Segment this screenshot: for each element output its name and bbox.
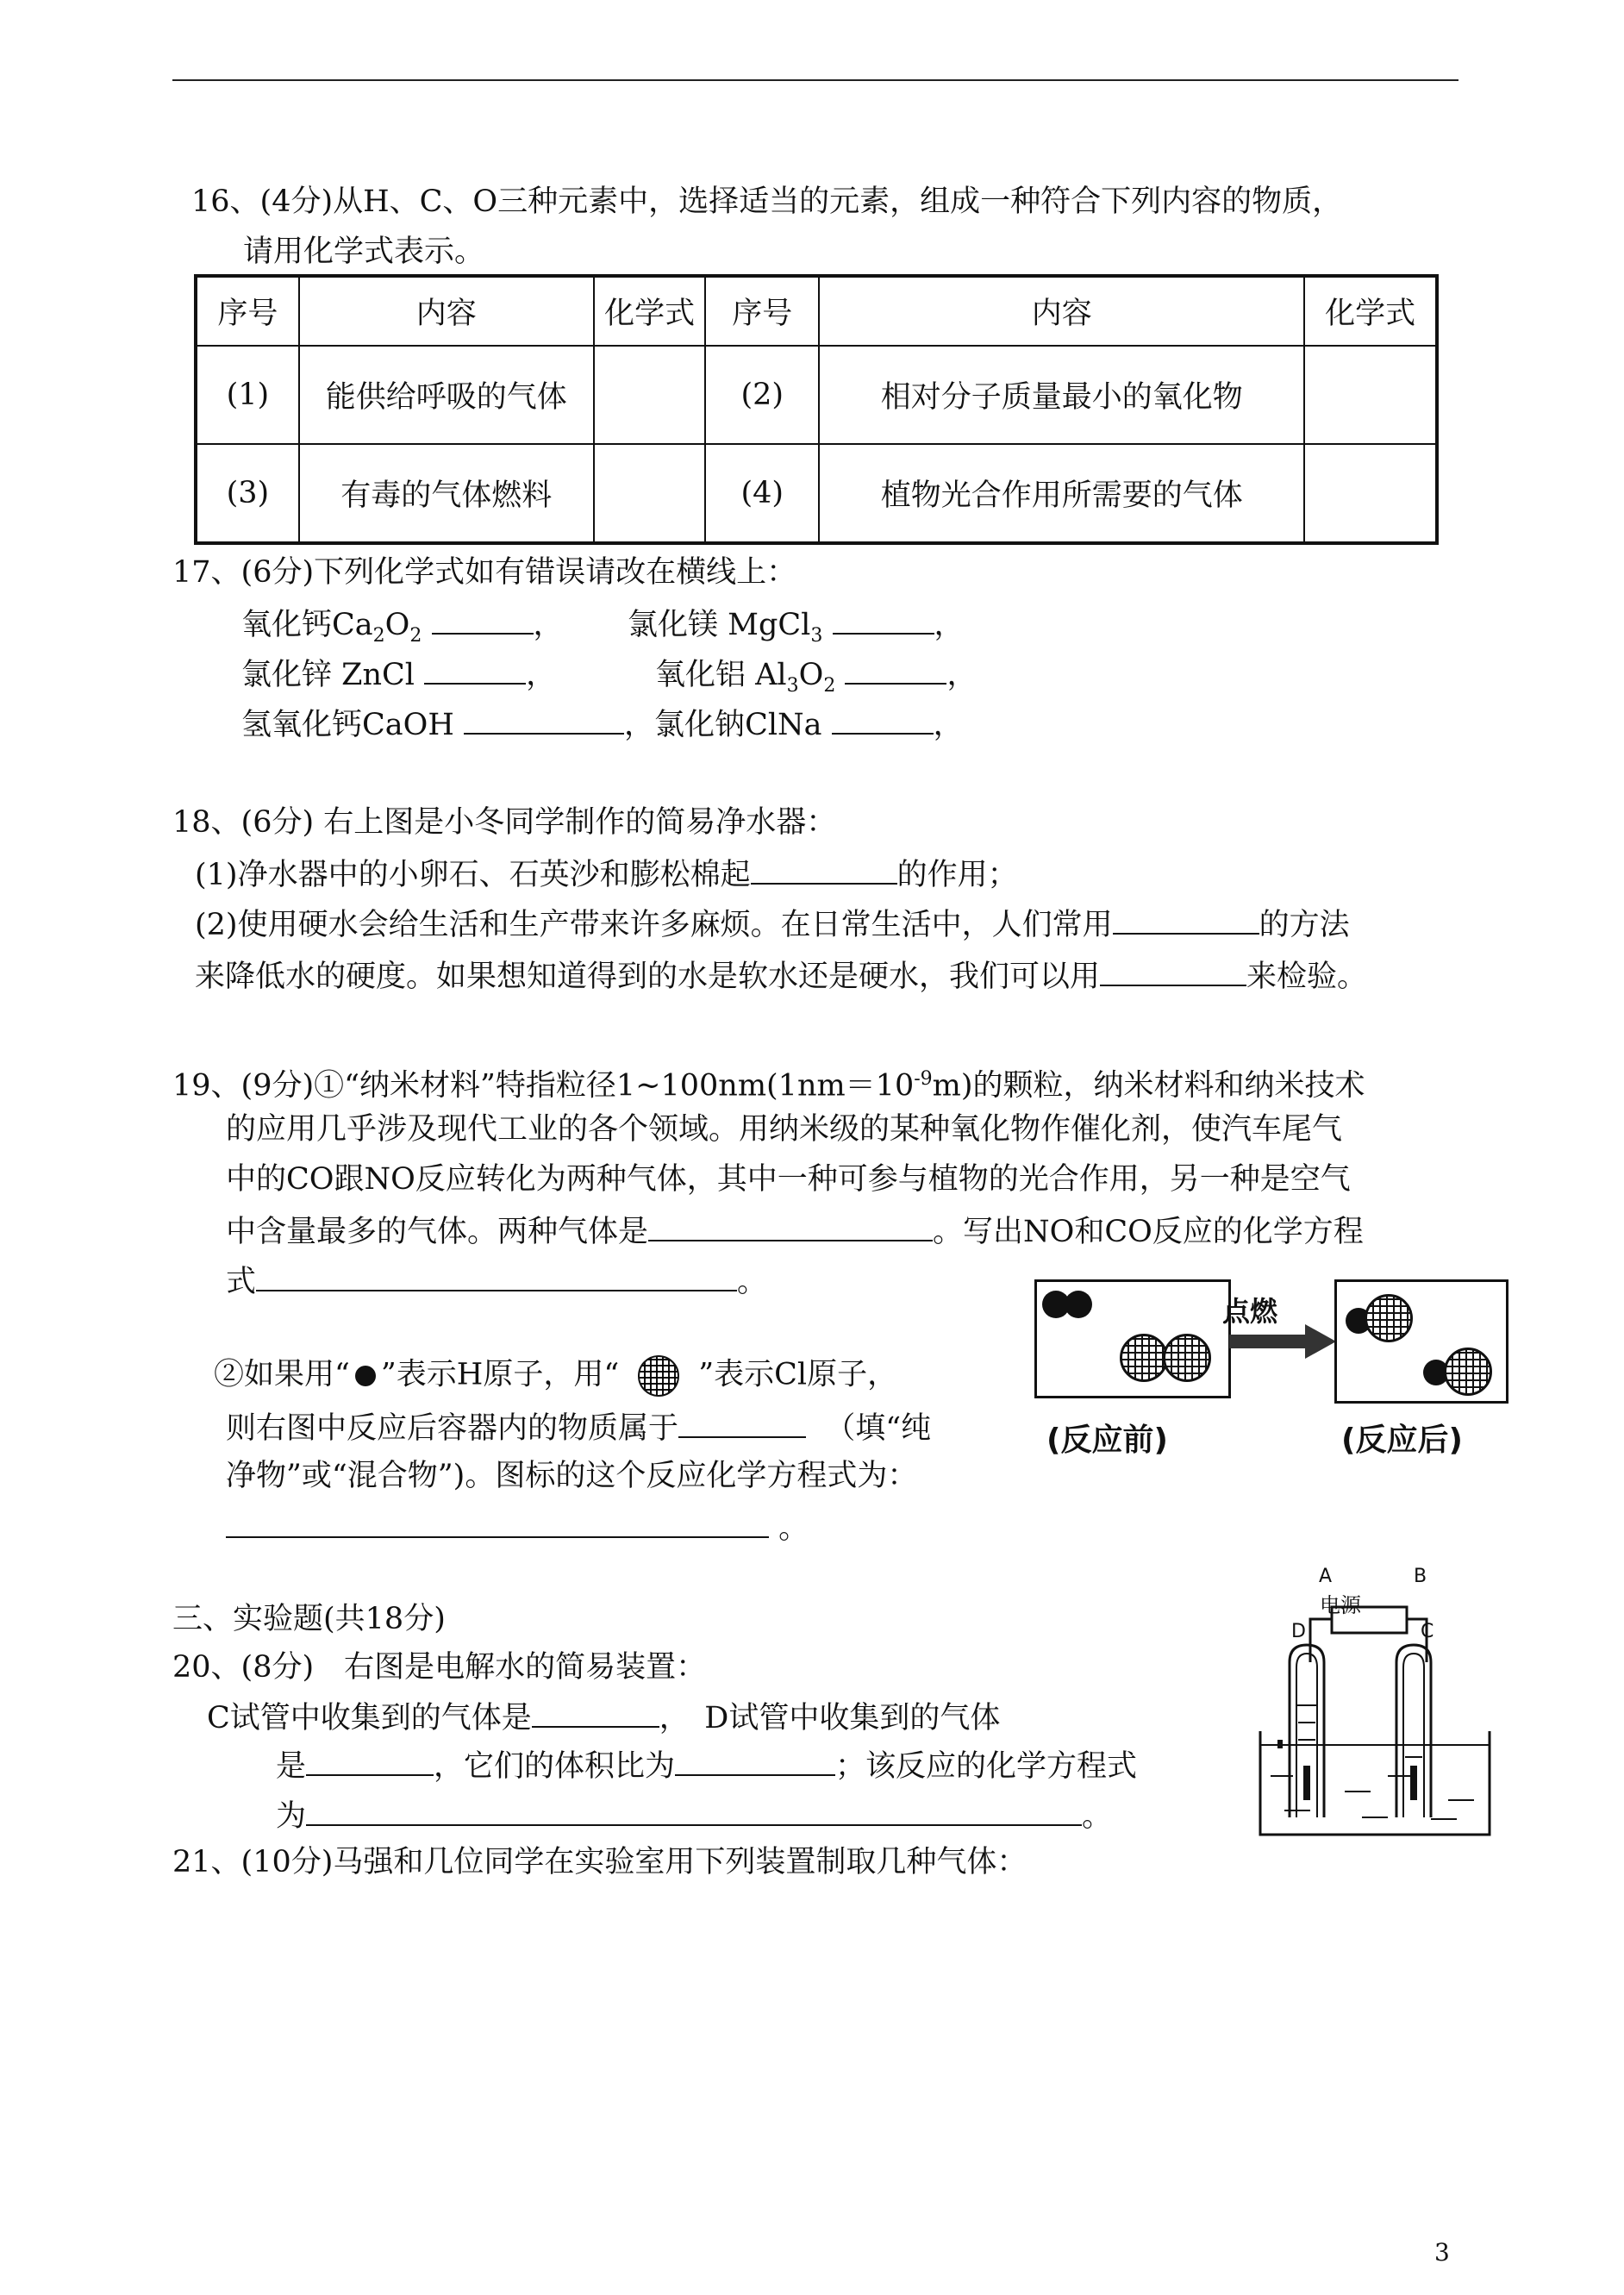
row-content: 相对分子质量最小的氧化物 <box>819 346 1304 444</box>
answer-cell[interactable] <box>1304 444 1437 543</box>
compound-name: 氯化镁 <box>628 608 719 642</box>
answer-blank[interactable] <box>751 854 897 885</box>
cl-atom <box>1444 1348 1492 1396</box>
table-row <box>196 346 1437 444</box>
label-a: A <box>1319 1566 1333 1587</box>
row-number: (2) <box>705 346 819 444</box>
section-title: 三、实验题(共18分) <box>172 1602 446 1636</box>
answer-blank[interactable] <box>832 704 934 735</box>
q18-part1: (1)净水器中的小卵石、石英沙和膨松棉起 的作用； <box>195 854 1018 894</box>
answer-cell[interactable] <box>1304 346 1437 444</box>
row-number: (3) <box>196 444 299 543</box>
q17-item-2: 氯化镁 MgCl$_3$ ， <box>628 603 965 655</box>
q19-line7: 则右图中反应后容器内的物质属于 （填“纯 <box>226 1407 931 1448</box>
header-rule <box>172 79 1458 81</box>
answer-blank[interactable] <box>306 1745 434 1776</box>
header-cell: 序号 <box>196 276 299 346</box>
q19-line4: 中含量最多的气体。两种气体是 。写出NO和CO反应的化学方程 <box>226 1210 1364 1251</box>
q18-intro: 18、(6分) 右上图是小冬同学制作的简易净水器： <box>172 805 837 840</box>
header-cell: 内容 <box>299 276 594 346</box>
q17-intro: 17、(6分)下列化学式如有错误请改在横线上： <box>172 555 797 590</box>
page-number: 3 <box>1434 2238 1450 2267</box>
cl-atom <box>1163 1334 1211 1382</box>
cl-atom-icon <box>638 1355 679 1397</box>
answer-blank[interactable] <box>648 1210 933 1241</box>
q20-line4: 为 。 <box>276 1795 1112 1835</box>
header-cell: 内容 <box>819 276 1304 346</box>
answer-blank[interactable] <box>1113 904 1259 935</box>
answer-cell[interactable] <box>594 444 706 543</box>
table-row <box>196 444 1437 543</box>
answer-cell[interactable] <box>594 346 706 444</box>
answer-blank[interactable] <box>464 704 624 735</box>
answer-blank[interactable] <box>424 653 526 685</box>
answer-blank[interactable] <box>432 603 534 635</box>
power-source-label: 电源 <box>1320 1593 1361 1617</box>
h-atom <box>1065 1291 1092 1318</box>
answer-blank[interactable] <box>845 653 946 685</box>
answer-blank[interactable] <box>675 1745 835 1776</box>
q19-line9: 。 <box>226 1507 809 1548</box>
cl-atom <box>1365 1294 1413 1342</box>
q16-intro-line2: 请用化学式表示。 <box>243 235 485 269</box>
q17-item-4: 氧化铝 $Al_3O_2$ ， <box>655 653 978 705</box>
label-b: B <box>1414 1566 1427 1587</box>
answer-blank[interactable] <box>678 1407 806 1438</box>
q16-table <box>194 274 1439 545</box>
after-caption: (反应后) <box>1341 1423 1463 1458</box>
table-header-row <box>196 276 1437 346</box>
arrow-icon <box>1229 1324 1336 1359</box>
answer-blank[interactable] <box>1100 955 1246 986</box>
compound-name: 氧化钙 <box>241 608 333 642</box>
header-cell: 化学式 <box>594 276 706 346</box>
row-content: 能供给呼吸的气体 <box>299 346 594 444</box>
answer-blank[interactable] <box>226 1507 769 1538</box>
compound-name: 氧化铝 <box>655 658 746 692</box>
q19-line1: 19、(9分)①“纳米材料”特指粒径$1\sim 100nm(1nm=10^{-9}m)$的颗粒，纳米材料和纳米技术 <box>172 1068 1365 1104</box>
header-cell: 化学式 <box>1304 276 1437 346</box>
q17-item-1: 氧化钙$Ca_2O_2$ ， <box>241 603 564 655</box>
answer-blank[interactable] <box>532 1697 659 1728</box>
after-container <box>1334 1279 1508 1404</box>
q20-line3: 是 ，它们的体积比为 ；该反应的化学方程式 <box>276 1745 1137 1785</box>
arrow-label: 点燃 <box>1222 1295 1278 1328</box>
before-container <box>1034 1279 1231 1398</box>
q17-item-5: 氢氧化钙CaOH ，氯化钠ClNa ， <box>241 704 964 744</box>
q21-intro: 21、(10分)马强和几位同学在实验室用下列装置制取几种气体： <box>172 1845 1027 1879</box>
answer-blank[interactable] <box>833 603 934 635</box>
h-atom-icon <box>355 1366 376 1386</box>
row-content: 有毒的气体燃料 <box>299 444 594 543</box>
q17-item-3: 氯化锌 ZnCl ， <box>241 653 556 694</box>
row-content: 植物光合作用所需要的气体 <box>819 444 1304 543</box>
cl-atom <box>1120 1334 1168 1382</box>
row-number: (1) <box>196 346 299 444</box>
q18-part2-cont: 来降低水的硬度。如果想知道得到的水是软水还是硬水，我们可以用 来检验。 <box>195 955 1367 996</box>
q19-line2: 的应用几乎涉及现代工业的各个领域。用纳米级的某种氧化物作催化剂，使汽车尾气 <box>226 1112 1343 1147</box>
q20-line2: C试管中收集到的气体是 ， D试管中收集到的气体 <box>207 1697 1000 1737</box>
compound-name: 氯化锌 <box>241 658 333 692</box>
label-c: C <box>1421 1621 1434 1642</box>
compound-name: 氢氧化钙 <box>241 708 363 742</box>
q18-part2: (2)使用硬水会给生活和生产带来许多麻烦。在日常生活中，人们常用 的方法 <box>195 904 1350 944</box>
q20-intro: 20、(8分) 右图是电解水的简易装置： <box>172 1650 707 1685</box>
q19-line3: 中的CO跟NO反应转化为两种气体，其中一种可参与植物的光合作用，另一种是空气 <box>226 1162 1351 1197</box>
q19-line8: 净物”或“混合物”)。图标的这个反应化学方程式为： <box>226 1459 918 1493</box>
q19-line5: 式 。 <box>226 1260 767 1301</box>
answer-blank[interactable] <box>256 1260 737 1291</box>
label-d: D <box>1291 1621 1306 1642</box>
header-cell: 序号 <box>705 276 819 346</box>
before-caption: (反应前) <box>1046 1423 1168 1458</box>
compound-name: 氯化钠 <box>654 708 746 742</box>
q16-intro-line1: 16、(4分)从H、C、O三种元素中，选择适当的元素，组成一种符合下列内容的物质， <box>191 184 1343 219</box>
q19-line6: ②如果用“ ”表示H原子，用“ ”表示Cl原子， <box>214 1355 897 1397</box>
answer-blank[interactable] <box>306 1795 1082 1826</box>
row-number: (4) <box>705 444 819 543</box>
